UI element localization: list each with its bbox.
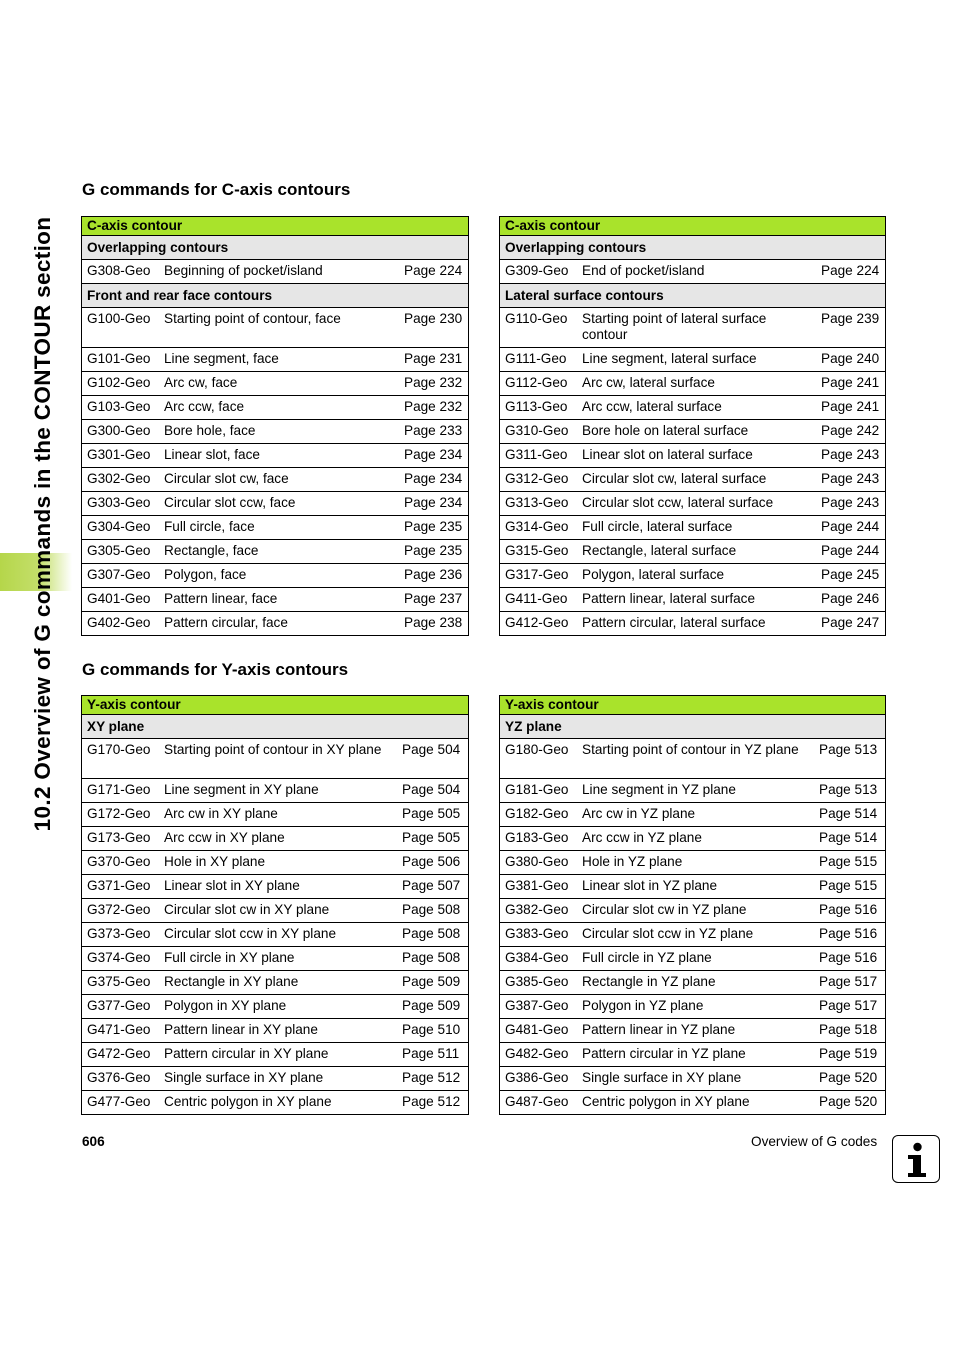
table-row: G103-Geo Arc ccw, face Page 232 G113-Geo Arc ccw, lateral surface Page 241 <box>82 396 886 420</box>
table-row: G302-Geo Circular slot cw, face Page 234 G312-Geo Circular slot cw, lateral surface Page 243 <box>82 468 886 492</box>
table-row: G303-Geo Circular slot ccw, face Page 234 G313-Geo Circular slot ccw, lateral surface Page 243 <box>82 492 886 516</box>
table-row: G172-Geo Arc cw in XY plane Page 505 G182-Geo Arc cw in YZ plane Page 514 <box>82 803 886 827</box>
table-row: G304-Geo Full circle, face Page 235 G314-Geo Full circle, lateral surface Page 244 <box>82 516 886 540</box>
table-row: G300-Geo Bore hole, face Page 233 G310-Geo Bore hole on lateral surface Page 242 <box>82 420 886 444</box>
table-row: G100-Geo Starting point of contour, face Page 230 G110-Geo Starting point of lateral surface contour Page 239 <box>82 308 886 348</box>
table-row: G101-Geo Line segment, face Page 231 G111-Geo Line segment, lateral surface Page 240 <box>82 348 886 372</box>
table-row: G370-Geo Hole in XY plane Page 506 G380-Geo Hole in YZ plane Page 515 <box>82 851 886 875</box>
table-row: G402-Geo Pattern circular, face Page 238 G412-Geo Pattern circular, lateral surface Page 247 <box>82 612 886 636</box>
table-row: G307-Geo Polygon, face Page 236 G317-Geo Polygon, lateral surface Page 245 <box>82 564 886 588</box>
table-row: G471-Geo Pattern linear in XY plane Page 510 G481-Geo Pattern linear in YZ plane Page 518 <box>82 1019 886 1043</box>
c-axis-table <box>81 216 886 636</box>
table-row: G374-Geo Full circle in XY plane Page 508 G384-Geo Full circle in YZ plane Page 516 <box>82 947 886 971</box>
table-row: G171-Geo Line segment in XY plane Page 504 G181-Geo Line segment in YZ plane Page 513 <box>82 779 886 803</box>
table-row: G173-Geo Arc ccw in XY plane Page 505 G183-Geo Arc ccw in YZ plane Page 514 <box>82 827 886 851</box>
table-row: G377-Geo Polygon in XY plane Page 509 G387-Geo Polygon in YZ plane Page 517 <box>82 995 886 1019</box>
table-row: G102-Geo Arc cw, face Page 232 G112-Geo Arc cw, lateral surface Page 241 <box>82 372 886 396</box>
chapter-side-title <box>28 182 58 866</box>
table-row: G170-Geo Starting point of contour in XY plane Page 504 G180-Geo Starting point of contour in YZ plane Page 513 <box>82 739 886 779</box>
table-row: G305-Geo Rectangle, face Page 235 G315-Geo Rectangle, lateral surface Page 244 <box>82 540 886 564</box>
info-icon <box>892 1135 940 1183</box>
table-header-right: C-axis contour <box>500 217 886 236</box>
table-row: G401-Geo Pattern linear, face Page 237 G411-Geo Pattern linear, lateral surface Page 246 <box>82 588 886 612</box>
group-title: XY plane <box>82 715 469 739</box>
group-title: Overlapping contours <box>82 236 469 260</box>
section-heading-y-axis: G commands for Y-axis contours <box>82 660 349 679</box>
page-number: 606 <box>82 1134 105 1149</box>
group-title: YZ plane <box>500 715 886 739</box>
table-header-left: Y-axis contour <box>82 696 469 715</box>
footer-title: Overview of G codes <box>751 1134 878 1149</box>
group-title: Front and rear face contours <box>82 284 469 308</box>
table-row: G477-Geo Centric polygon in XY plane Page 512 G487-Geo Centric polygon in XY plane Page 520 <box>82 1091 886 1115</box>
table-row: G375-Geo Rectangle in XY plane Page 509 G385-Geo Rectangle in YZ plane Page 517 <box>82 971 886 995</box>
table-row: G372-Geo Circular slot cw in XY plane Page 508 G382-Geo Circular slot cw in YZ plane Page 516 <box>82 899 886 923</box>
table-row: G373-Geo Circular slot ccw in XY plane Page 508 G383-Geo Circular slot ccw in YZ plane Page 516 <box>82 923 886 947</box>
table-header-left: C-axis contour <box>82 217 469 236</box>
table-row: G308-Geo Beginning of pocket/island Page 224 G309-Geo End of pocket/island Page 224 <box>82 260 886 284</box>
group-title: Lateral surface contours <box>500 284 886 308</box>
table-row: G301-Geo Linear slot, face Page 234 G311-Geo Linear slot on lateral surface Page 243 <box>82 444 886 468</box>
table-row: G472-Geo Pattern circular in XY plane Page 511 G482-Geo Pattern circular in YZ plane Page 519 <box>82 1043 886 1067</box>
group-title: Overlapping contours <box>500 236 886 260</box>
table-row: G376-Geo Single surface in XY plane Page 512 G386-Geo Single surface in XY plane Page 520 <box>82 1067 886 1091</box>
chapter-side-title-text: 10.2 Overview of G commands in the CONTOUR section <box>30 216 55 832</box>
table-header-right: Y-axis contour <box>500 696 886 715</box>
y-axis-table <box>81 695 886 1115</box>
table-row: G371-Geo Linear slot in XY plane Page 507 G381-Geo Linear slot in YZ plane Page 515 <box>82 875 886 899</box>
section-heading-c-axis: G commands for C-axis contours <box>82 180 351 199</box>
